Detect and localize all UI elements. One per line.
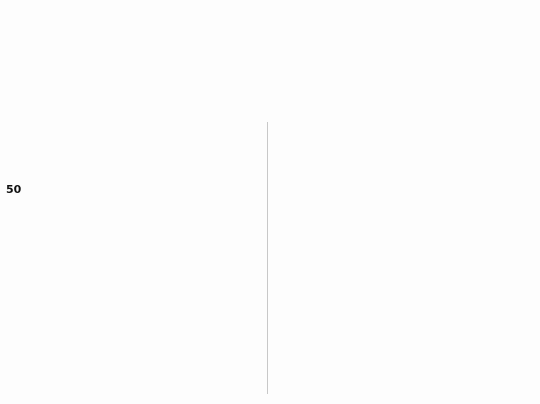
- article-paragraph: [276, 162, 532, 179]
- article-paragraph: [6, 162, 262, 179]
- article-column-left: [6, 122, 262, 200]
- helpline-count: 50: [6, 183, 22, 196]
- article-paragraph: [276, 122, 532, 139]
- column-divider: [267, 122, 268, 394]
- headline: [10, 2, 530, 68]
- article-paragraph: [6, 143, 262, 160]
- dateline: [6, 122, 262, 139]
- article-column-right: [276, 122, 532, 181]
- article-paragraph: [6, 181, 262, 198]
- section-subheading: [276, 143, 532, 160]
- subheadline: [60, 70, 480, 114]
